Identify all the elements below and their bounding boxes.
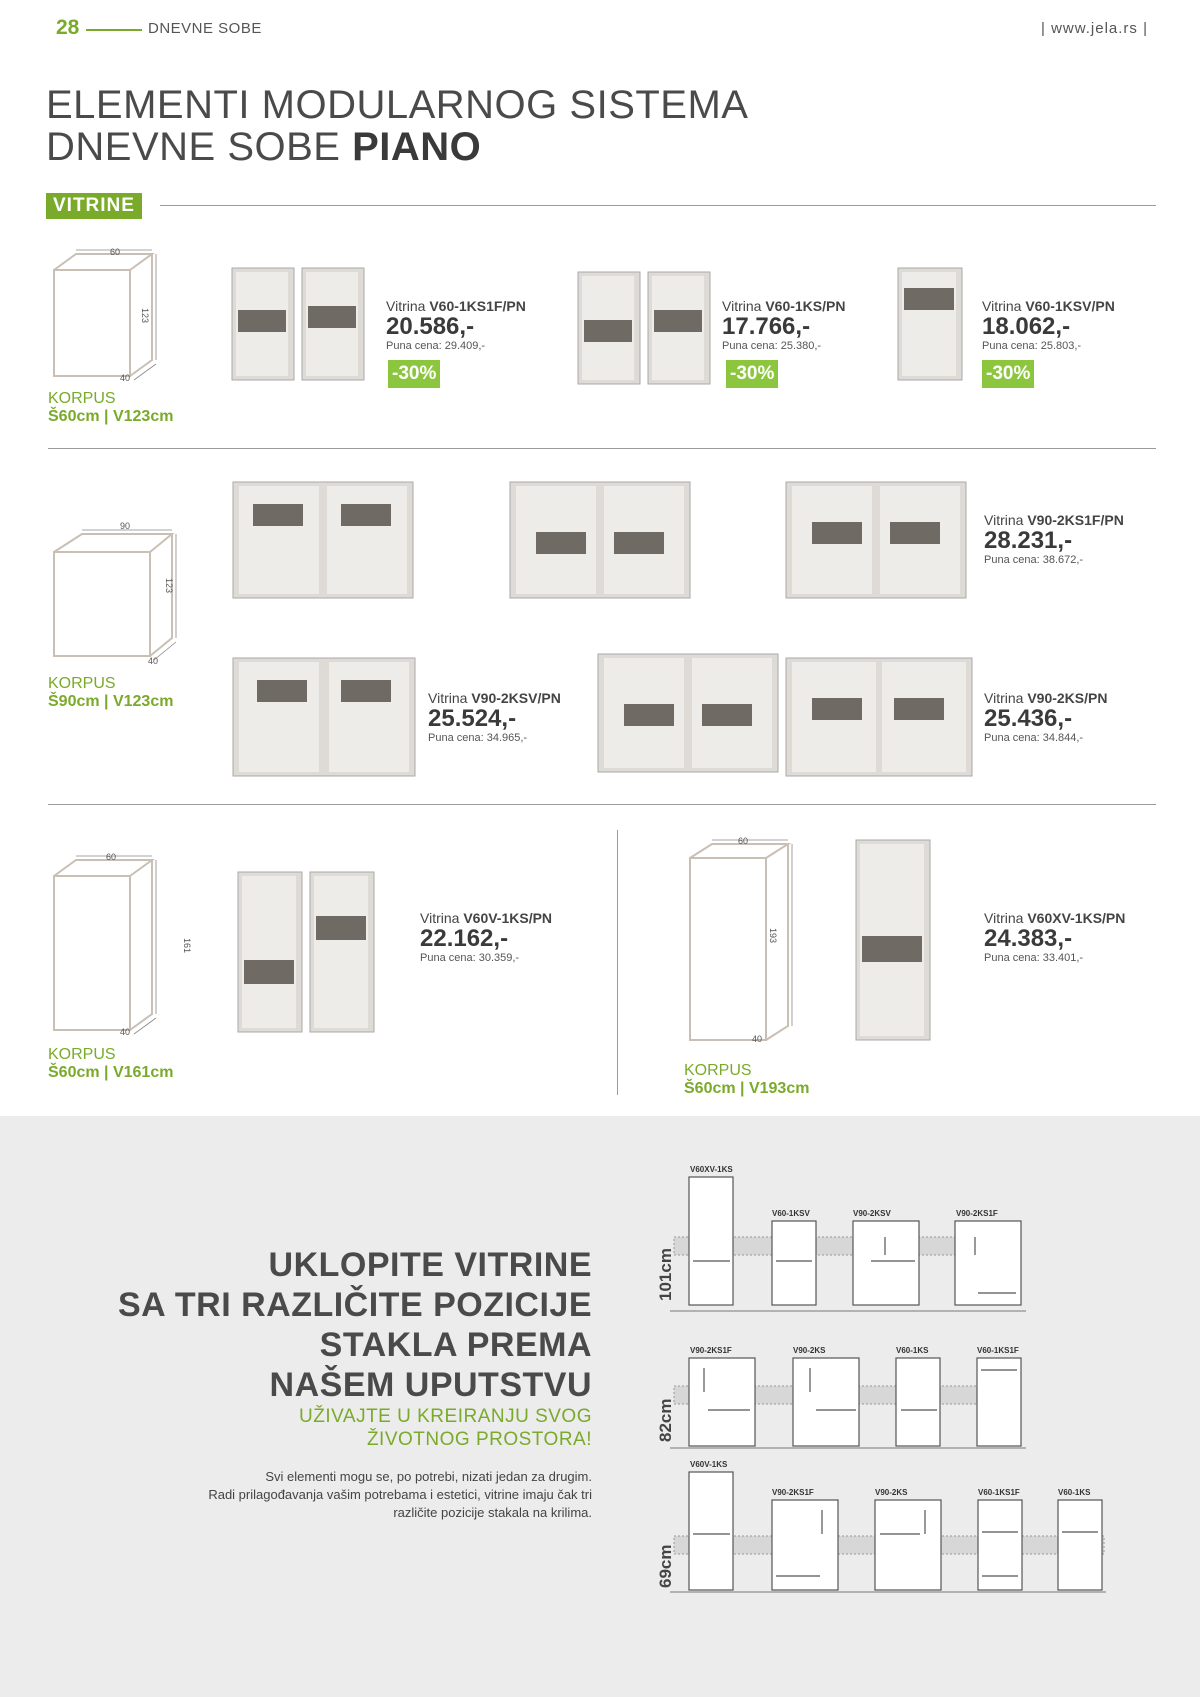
product-card-6 <box>984 690 1194 744</box>
category-tag: VITRINE <box>46 193 142 219</box>
korpus-title: KORPUS <box>48 390 116 407</box>
product-price: 22.162,- <box>420 925 509 952</box>
row-divider <box>48 448 1156 449</box>
configuration-101cm <box>656 1165 1026 1320</box>
dim-depth: 40 <box>120 373 131 383</box>
title-line-1: ELEMENTI MODULARNOG SISTEMA <box>46 83 749 127</box>
product-image-v90-2ks-c[interactable] <box>786 658 972 780</box>
page-title <box>46 84 748 168</box>
product-code: V90-2KS1F/PN <box>1027 512 1124 528</box>
product-full-price: Puna cena: 29.409,- <box>386 340 486 352</box>
korpus-diagram-60x161 <box>48 852 192 1038</box>
dim-width: 60 <box>106 852 117 862</box>
unit-label: V60-1KS1F <box>978 1488 1020 1497</box>
headline-line: UKLOPITE VITRINE <box>268 1246 592 1284</box>
korpus-diagram-90x123 <box>48 522 178 667</box>
product-prefix: Vitrina <box>428 690 472 706</box>
product-image-v90-2ks[interactable] <box>510 482 690 602</box>
unit-label: V90-2KS <box>793 1346 826 1355</box>
product-card-1 <box>386 298 596 352</box>
title-line-2-bold: PIANO <box>352 125 482 169</box>
product-code: V60V-1KS/PN <box>463 910 553 926</box>
product-code: V60-1KS/PN <box>765 298 846 314</box>
korpus-label-1 <box>48 390 173 426</box>
korpus-size: Š60cm | V123cm <box>48 408 174 425</box>
product-full-price: Puna cena: 34.844,- <box>984 732 1084 744</box>
korpus-size: Š60cm | V161cm <box>48 1064 174 1081</box>
product-card-3 <box>982 298 1192 352</box>
product-full-price: Puna cena: 30.359,- <box>420 952 520 964</box>
unit-label: V90-2KS1F <box>690 1346 732 1355</box>
section-divider <box>160 205 1156 206</box>
product-price: 25.436,- <box>984 705 1073 732</box>
dim-height: 161 <box>182 938 192 954</box>
height-label: 101cm <box>656 1248 675 1301</box>
product-prefix: Vitrina <box>984 690 1028 706</box>
unit-label: V60-1KS1F <box>977 1346 1019 1355</box>
row-divider <box>48 804 1156 805</box>
korpus-size: Š90cm | V123cm <box>48 693 174 710</box>
headline-line: NAŠEM UPUTSTVU <box>269 1366 592 1404</box>
korpus-size: Š60cm | V193cm <box>684 1080 810 1097</box>
product-code: V60-1KS1F/PN <box>429 298 526 314</box>
product-price: 25.524,- <box>428 705 517 732</box>
promo-body <box>132 1468 592 1522</box>
dim-depth: 40 <box>752 1034 763 1044</box>
product-image-v60-1ks1f[interactable] <box>232 266 368 384</box>
product-card-7 <box>420 910 630 964</box>
product-image-v60xv-1ks[interactable] <box>856 838 932 1046</box>
column-divider <box>617 830 618 1095</box>
discount-badge: -30% <box>388 360 440 388</box>
page-number: 28 <box>56 16 80 39</box>
korpus-label-4 <box>684 1062 809 1098</box>
body-line: Svi elementi mogu se, po potrebi, nizati jedan za drugim. <box>265 1469 592 1484</box>
product-price: 20.586,- <box>386 313 475 340</box>
unit-label: V90-2KSV <box>853 1209 891 1218</box>
korpus-diagram-60x193 <box>684 836 794 1046</box>
discount-badge: -30% <box>726 360 778 388</box>
product-prefix: Vitrina <box>386 298 430 314</box>
product-price: 28.231,- <box>984 527 1073 554</box>
product-prefix: Vitrina <box>420 910 464 926</box>
product-full-price: Puna cena: 25.380,- <box>722 340 822 352</box>
product-prefix: Vitrina <box>722 298 766 314</box>
dim-depth: 40 <box>120 1027 131 1037</box>
dim-width: 90 <box>120 521 131 531</box>
headline-line: STAKLA PREMA <box>319 1326 592 1364</box>
title-line-2 <box>46 126 748 168</box>
discount-badge: -30% <box>982 360 1034 388</box>
dim-width: 60 <box>110 247 121 257</box>
dim-height: 193 <box>768 928 778 944</box>
product-full-price: Puna cena: 25.803,- <box>982 340 1082 352</box>
product-code: V90-2KSV/PN <box>471 690 561 706</box>
product-image-v60-1ksv[interactable] <box>898 266 966 384</box>
product-code: V60XV-1KS/PN <box>1027 910 1126 926</box>
product-full-price: Puna cena: 34.965,- <box>428 732 528 744</box>
header-divider <box>86 29 142 31</box>
configuration-82cm <box>656 1346 1026 1455</box>
subheadline-line: UŽIVAJTE U KREIRANJU SVOG <box>299 1406 592 1427</box>
unit-label: V60-1KS <box>896 1346 929 1355</box>
unit-label: V60XV-1KS <box>690 1165 733 1174</box>
dim-height: 123 <box>164 578 174 594</box>
product-prefix: Vitrina <box>982 298 1026 314</box>
product-code: V60-1KSV/PN <box>1025 298 1115 314</box>
section-title: DNEVNE SOBE <box>148 20 262 37</box>
product-image-v90-2ks1f-b[interactable] <box>786 482 966 602</box>
product-price: 24.383,- <box>984 925 1073 952</box>
product-image-v90-2ksv[interactable] <box>233 658 415 780</box>
height-label: 82cm <box>656 1398 675 1442</box>
korpus-label-3 <box>48 1046 173 1082</box>
product-price: 17.766,- <box>722 313 811 340</box>
promo-headline <box>118 1245 592 1405</box>
dim-width: 60 <box>738 836 749 846</box>
product-prefix: Vitrina <box>984 910 1028 926</box>
body-line: različite pozicije stakala na krilima. <box>393 1505 592 1520</box>
unit-label: V60-1KS <box>1058 1488 1091 1497</box>
unit-label: V90-2KS <box>875 1488 908 1497</box>
subheadline-line: ŽIVOTNOG PROSTORA! <box>366 1429 592 1450</box>
configuration-69cm <box>656 1460 1110 1599</box>
korpus-title: KORPUS <box>684 1062 752 1079</box>
korpus-title: KORPUS <box>48 1046 116 1063</box>
product-price: 18.062,- <box>982 313 1071 340</box>
product-image-v90-2ks-b[interactable] <box>598 654 778 776</box>
product-full-price: Puna cena: 33.401,- <box>984 952 1084 964</box>
product-image-v60-1ks[interactable] <box>578 270 714 388</box>
product-card-8 <box>984 910 1194 964</box>
product-full-price: Puna cena: 38.672,- <box>984 554 1084 566</box>
title-line-2-regular: DNEVNE SOBE <box>46 125 353 169</box>
unit-label: V90-2KS1F <box>956 1209 998 1218</box>
korpus-title: KORPUS <box>48 675 116 692</box>
website-link[interactable]: | www.jela.rs | <box>1041 20 1148 37</box>
product-image-v60v-1ks[interactable] <box>238 870 380 1036</box>
unit-label: V60V-1KS <box>690 1460 728 1469</box>
korpus-label-2 <box>48 675 173 711</box>
promo-subheadline <box>299 1405 592 1451</box>
unit-label: V90-2KS1F <box>772 1488 814 1497</box>
product-code: V90-2KS/PN <box>1027 690 1108 706</box>
dim-depth: 40 <box>148 656 159 666</box>
unit-label: V60-1KSV <box>772 1209 810 1218</box>
product-prefix: Vitrina <box>984 512 1028 528</box>
headline-line: SA TRI RAZLIČITE POZICIJE <box>117 1286 592 1324</box>
product-image-v90-2ks1f-a[interactable] <box>233 482 413 602</box>
korpus-diagram-60x123 <box>48 248 158 383</box>
body-line: Radi prilagođavanja vašim potrebama i estetici, vitrine imaju čak tri <box>208 1487 592 1502</box>
height-label: 69cm <box>656 1544 675 1588</box>
dim-height: 123 <box>140 308 150 324</box>
product-card-4 <box>984 512 1194 566</box>
